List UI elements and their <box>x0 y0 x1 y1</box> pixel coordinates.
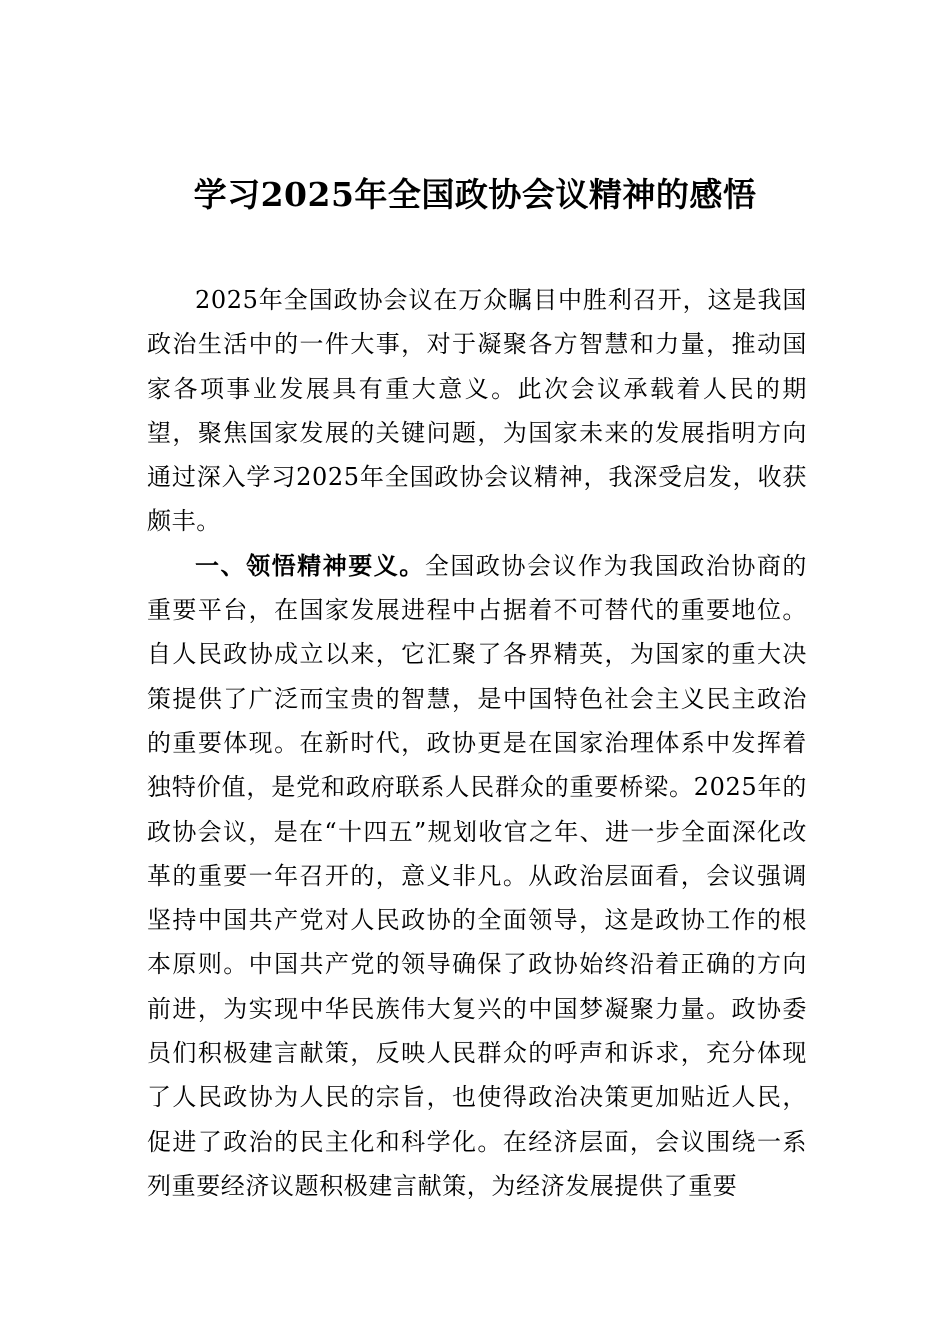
section-heading-1: 一、领悟精神要义。 <box>195 551 425 580</box>
paragraph-intro <box>147 278 807 544</box>
document-body <box>147 278 807 1208</box>
paragraph-section-1 <box>147 544 807 1208</box>
paragraph-section-1-text: 全国政协会议作为我国政治协商的重要平台，在国家发展进程中占据着不可替代的重要地位。自人民政协成立以来，它汇聚了各界精英，为国家的重大决策提供了广泛而宝贵的智慧，是中国特色社会主义民主政治的重要体现。在新时代，政协更是在国家治理体系中发挥着独特价值，是党和政府联系人民群众的重要桥梁。2025年的政协会议，是在“十四五”规划收官之年、进一步全面深化改革的重要一年召开的，意义非凡。从政治层面看，会议强调坚持中国共产党对人民政协的全面领导，这是政协工作的根本原则。中国共产党的领导确保了政协始终沿着正确的方向前进，为实现中华民族伟大复兴的中国梦凝聚力量。政协委员们积极建言献策，反映人民群众的呼声和诉求，充分体现了人民政协为人民的宗旨，也使得政治决策更加贴近人民，促进了政治的民主化和科学化。在经济层面，会议围绕一系列重要经济议题积极建言献策，为经济发展提供了重要 <box>147 551 808 1200</box>
paragraph-intro-text: 2025年全国政协会议在万众瞩目中胜利召开，这是我国政治生活中的一件大事，对于凝聚各方智慧和力量，推动国家各项事业发展具有重大意义。此次会议承载着人民的期望，聚焦国家发展的关键问题，为国家未来的发展指明方向通过深入学习2025年全国政协会议精神，我深受启发，收获颇丰。 <box>147 286 807 536</box>
document-title: 学习2025年全国政协会议精神的感悟 <box>193 175 757 214</box>
